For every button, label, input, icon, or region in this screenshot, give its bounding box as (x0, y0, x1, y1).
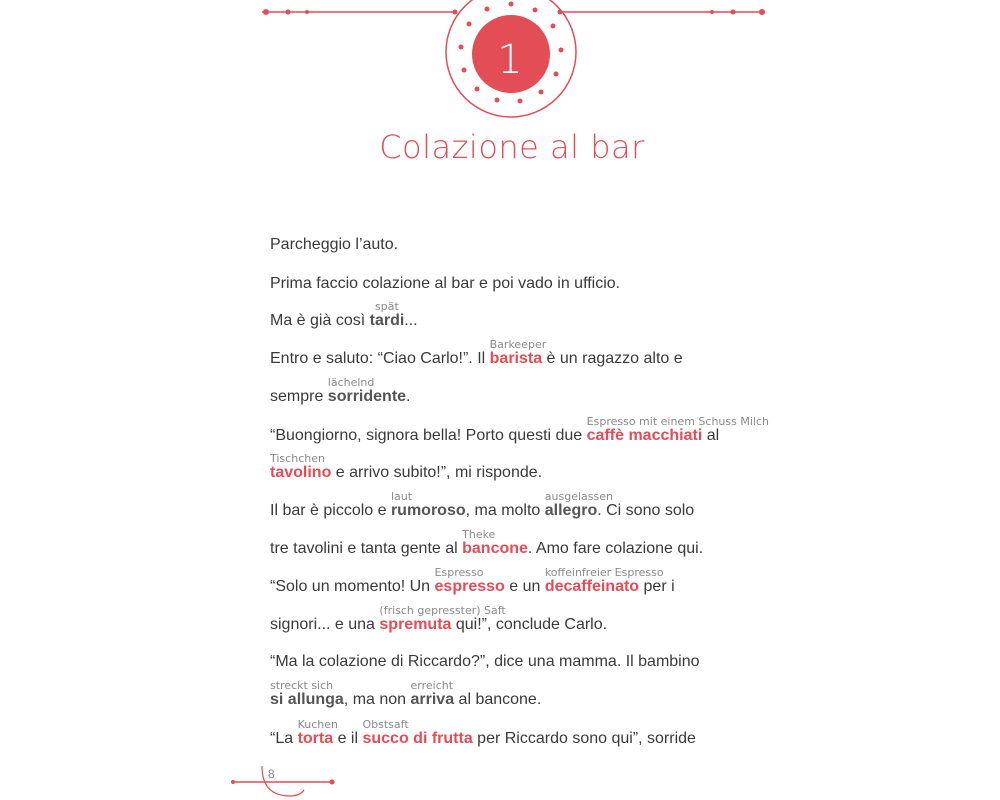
text-line (270, 275, 620, 293)
text-line (270, 718, 696, 748)
text-line (270, 679, 542, 709)
text-segment: . Ci sono solo (597, 502, 695, 519)
vocab-word (362, 718, 473, 748)
text-segment: Ma è già così (270, 312, 370, 329)
gloss: koffeinfreier Espresso (544, 566, 664, 579)
keyword: bancone (462, 540, 528, 557)
keyword: tardi (369, 312, 405, 329)
gloss: streckt sich (270, 679, 334, 692)
keyword: sorridente (327, 388, 407, 405)
vocab-word (327, 376, 407, 406)
chapter-number: 1 (497, 37, 523, 83)
text-segment: per Riccardo sono qui”, sorride (472, 730, 696, 747)
text-segment: Prima faccio colazione al bar e poi vado in ufficio. (270, 275, 621, 292)
page-number: 8 (268, 767, 275, 781)
vocab-word (270, 679, 344, 709)
keyword: espresso (434, 578, 505, 595)
chapter-title: Colazione al bar (379, 128, 645, 166)
text-segment: al bancone. (454, 691, 542, 708)
text-segment: . (406, 388, 411, 405)
text-segment: Il bar è piccolo e (270, 502, 391, 519)
text-segment: sempre (270, 388, 328, 405)
gloss: Barkeeper (489, 338, 547, 351)
text-line (270, 528, 704, 558)
keyword: arriva (410, 691, 455, 708)
text-segment: al (702, 427, 720, 444)
vocab-word (270, 452, 332, 482)
vocab-word (434, 566, 505, 596)
keyword: succo di frutta (362, 730, 473, 747)
gloss: spät (375, 300, 399, 313)
gloss: Tischchen (270, 452, 325, 465)
keyword: rumoroso (390, 502, 466, 519)
gloss: (frisch gepresster) Saft (379, 604, 506, 617)
keyword: tavolino (270, 464, 332, 481)
gloss: Espresso mit einem Schuss Milch (586, 415, 769, 428)
gloss: lächelnd (327, 376, 375, 389)
text-segment: e arrivo subito!”, mi risponde. (331, 464, 543, 481)
keyword: decaffeinato (544, 578, 640, 595)
text-segment: “La (270, 730, 298, 747)
keyword: si allunga (270, 691, 344, 708)
text-line (270, 415, 769, 445)
text-segment: tre tavolini e tanta gente al (270, 540, 463, 557)
vocab-word (462, 528, 528, 558)
gloss: ausgelassen (544, 490, 613, 503)
keyword: allegro (544, 502, 598, 519)
keyword: barista (489, 350, 543, 367)
text-segment: ... (404, 312, 418, 329)
text-segment: . Amo fare colazione qui. (527, 540, 704, 557)
text-line (270, 376, 411, 406)
text-segment: signori... e una (270, 616, 380, 633)
text-segment: Entro e saluto: “Ciao Carlo!”. Il (270, 350, 490, 367)
gloss: Theke (462, 528, 496, 541)
text-line (270, 490, 695, 520)
gloss: Obstsaft (362, 718, 409, 731)
vocab-word (369, 300, 405, 330)
text-segment: per i (639, 578, 675, 595)
text-segment: qui!”, conclude Carlo. (451, 616, 608, 633)
vocab-word (410, 679, 455, 709)
keyword: torta (297, 730, 334, 747)
text-segment: “Buongiorno, signora bella! Porto questi due (270, 427, 587, 444)
vocab-word (390, 490, 466, 520)
text-segment: e un (504, 578, 545, 595)
text-line (270, 338, 683, 368)
text-segment: Parcheggio l’auto. (270, 236, 399, 253)
text-segment: e il (333, 730, 363, 747)
text-segment: “Ma la colazione di Riccardo?”, dice una mamma. Il bambino (270, 653, 700, 670)
text-segment: , ma molto (465, 502, 545, 519)
text-segment: “Solo un momento! Un (270, 578, 435, 595)
text-line (270, 452, 543, 482)
gloss: Kuchen (297, 718, 338, 731)
vocab-word (489, 338, 547, 368)
gloss: Espresso (434, 566, 484, 579)
text-segment: è un ragazzo alto e (542, 350, 683, 367)
keyword: spremuta (379, 616, 452, 633)
gloss: erreicht (410, 679, 454, 692)
text-line (270, 300, 418, 330)
gloss: laut (390, 490, 413, 503)
vocab-word (544, 490, 613, 520)
text-line (270, 236, 398, 254)
text-segment: , ma non (343, 691, 411, 708)
text-line (270, 604, 608, 634)
keyword: caffè macchiati (586, 427, 703, 444)
text-line (270, 653, 700, 671)
vocab-word (379, 604, 506, 634)
vocab-word (297, 718, 338, 748)
text-line (270, 566, 675, 596)
